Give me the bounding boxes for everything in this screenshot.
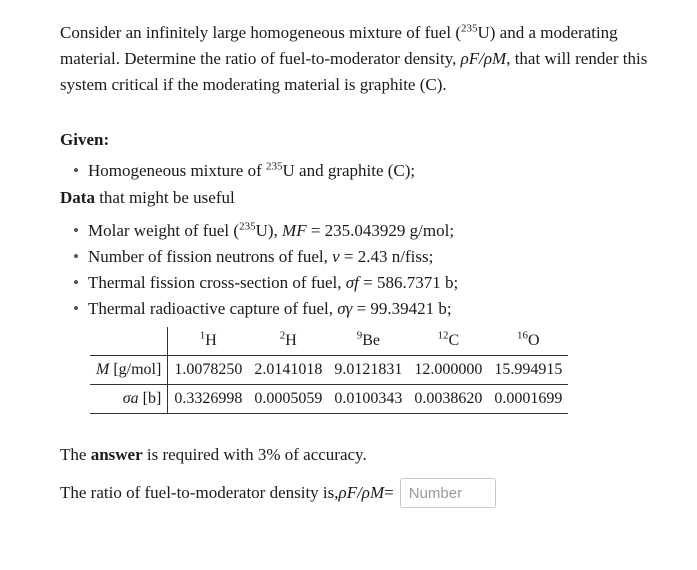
table-cell: 9.0121831 <box>328 356 408 385</box>
answer-ratio-symbol: ρF/ρM <box>338 483 385 502</box>
given-heading: Given: <box>60 130 110 149</box>
table-cell: 15.994915 <box>488 356 568 385</box>
table-cell: 0.0100343 <box>328 385 408 414</box>
isotope-mass: 235 <box>460 22 478 35</box>
data-list <box>88 218 458 322</box>
given-list <box>88 158 415 184</box>
answer-input[interactable] <box>400 478 496 508</box>
table-cell: 0.0038620 <box>408 385 488 414</box>
carbon-symbol: C <box>425 75 437 94</box>
table-cell: 2.0141018 <box>248 356 328 385</box>
table-row-label: M [g/mol] <box>90 356 168 385</box>
density-ratio-symbol: ρF/ρM <box>460 49 507 68</box>
table-cell: 0.0005059 <box>248 385 328 414</box>
table-header-cell: $^1$H <box>168 327 249 356</box>
data-heading: Data that might be useful <box>60 188 235 207</box>
answer-line: The ratio of fuel-to-moderator density is, ρF/ρM = Number <box>60 478 496 508</box>
table-cell: 1.0078250 <box>168 356 249 385</box>
table-row <box>90 385 568 414</box>
table-corner-cell <box>90 327 168 356</box>
table-cell: 0.0001699 <box>488 385 568 414</box>
table-header-cell: $^{16}$O <box>488 327 568 356</box>
accuracy-note: The answer is required with 3% of accuracy. <box>60 445 367 464</box>
given-item: • Homogeneous mixture of $^{235}$U and graphite (C); <box>88 158 415 184</box>
nuclide-data-table <box>90 327 568 414</box>
table-header-cell: $^2$H <box>248 327 328 356</box>
table-row <box>90 356 568 385</box>
table-cell: 0.3326998 <box>168 385 249 414</box>
table-header-cell: $^9$Be <box>328 327 408 356</box>
problem-statement: Consider an infinitely large homogeneous mixture of fuel ($^{235}$U) and a moderating material. Determine the ratio of fuel-to-moderator density, ρF/ρM, that will render this system critical if the moderating material is graphite (C). <box>60 22 648 94</box>
data-item-fission-neutrons: • Number of fission neutrons of fuel, ν = 2.43 n/fiss; <box>88 244 458 270</box>
table-header-row <box>90 327 568 356</box>
table-row-label: σa [b] <box>90 385 168 414</box>
table-cell: 12.000000 <box>408 356 488 385</box>
data-item-capture-cross-section: • Thermal radioactive capture of fuel, σγ = 99.39421 b; <box>88 296 458 322</box>
table-header-cell: $^{12}$C <box>408 327 488 356</box>
data-item-fission-cross-section: • Thermal fission cross-section of fuel, σf = 586.7371 b; <box>88 270 458 296</box>
data-item-molar-weight: • Molar weight of fuel ($^{235}$U), MF = 235.043929 g/mol; <box>88 218 458 244</box>
